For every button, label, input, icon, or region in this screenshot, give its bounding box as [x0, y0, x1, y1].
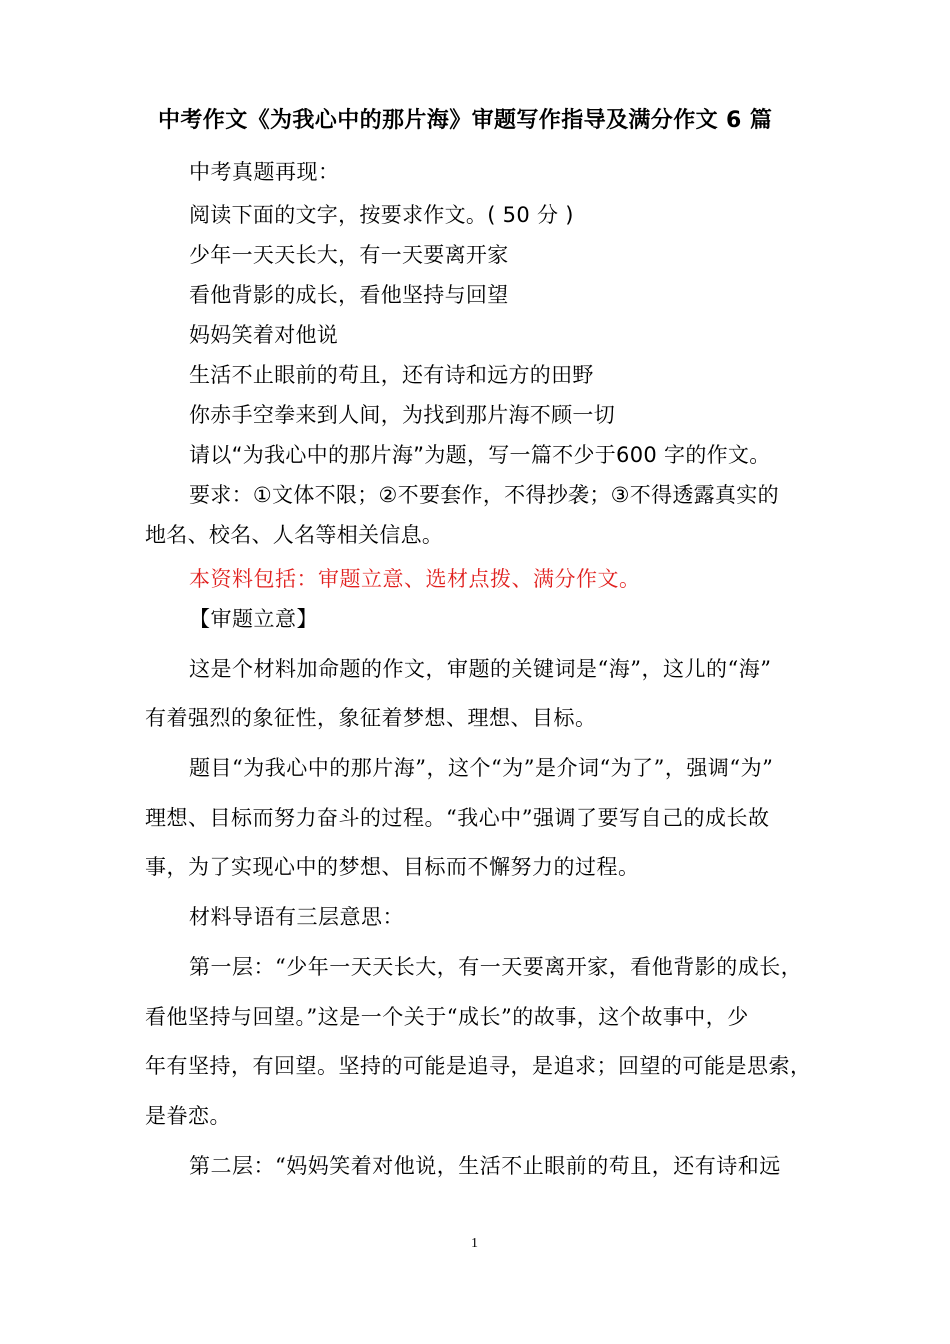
prompt-line: 妈妈笑着对他说 [189, 323, 339, 347]
body-line: 事，为了实现心中的梦想、目标而不懈努力的过程。 [145, 855, 640, 879]
body-line: 是眷恋。 [145, 1104, 231, 1128]
prompt-line: 请以“为我心中的那片海”为题，写一篇不少于600 字的作文。 [189, 443, 771, 467]
body-line: 理想、目标而努力奋斗的过程。“我心中”强调了要写自己的成长故 [145, 806, 770, 830]
prompt-line: 少年一天天长大，有一天要离开家 [189, 243, 509, 267]
body-line: 年有坚持，有回望。坚持的可能是追寻，是追求；回望的可能是思索， [145, 1054, 812, 1078]
section-heading: 【审题立意】 [189, 607, 318, 631]
page-number: 1 [471, 1236, 478, 1251]
prompt-line: 要求：①文体不限；②不要套作，不得抄袭；③不得透露真实的 [189, 483, 779, 507]
prompt-line: 看他背影的成长，看他坚持与回望 [189, 283, 509, 307]
body-line: 第一层：“少年一天天长大，有一天要离开家，看他背影的成长， [189, 955, 803, 979]
contents-note: 本资料包括：审题立意、选材点拨、满分作文。 [189, 567, 641, 591]
subtitle: 中考真题再现： [189, 160, 340, 184]
prompt-line: 地名、校名、人名等相关信息。 [145, 523, 444, 547]
document-title: 中考作文《为我心中的那片海》审题写作指导及满分作文 6 篇 [158, 108, 773, 133]
prompt-line: 生活不止眼前的苟且，还有诗和远方的田野 [189, 363, 594, 387]
body-line: 看他坚持与回望。”这是一个关于“成长”的故事，这个故事中，少 [145, 1005, 749, 1029]
body-line: 有着强烈的象征性，象征着梦想、理想、目标。 [145, 706, 597, 730]
body-line: 题目“为我心中的那片海”，这个“为”是介词“为了”，强调“为” [189, 756, 774, 780]
body-line: 第二层：“妈妈笑着对他说，生活不止眼前的苟且，还有诗和远 [189, 1154, 781, 1178]
body-line: 材料导语有三层意思： [189, 905, 404, 929]
body-line: 这是个材料加命题的作文，审题的关键词是“海”，这儿的“海” [189, 657, 772, 681]
prompt-line: 你赤手空拳来到人间，为找到那片海不顾一切 [189, 403, 615, 427]
prompt-line: 阅读下面的文字，按要求作文。( 50 分 ) [189, 203, 574, 227]
